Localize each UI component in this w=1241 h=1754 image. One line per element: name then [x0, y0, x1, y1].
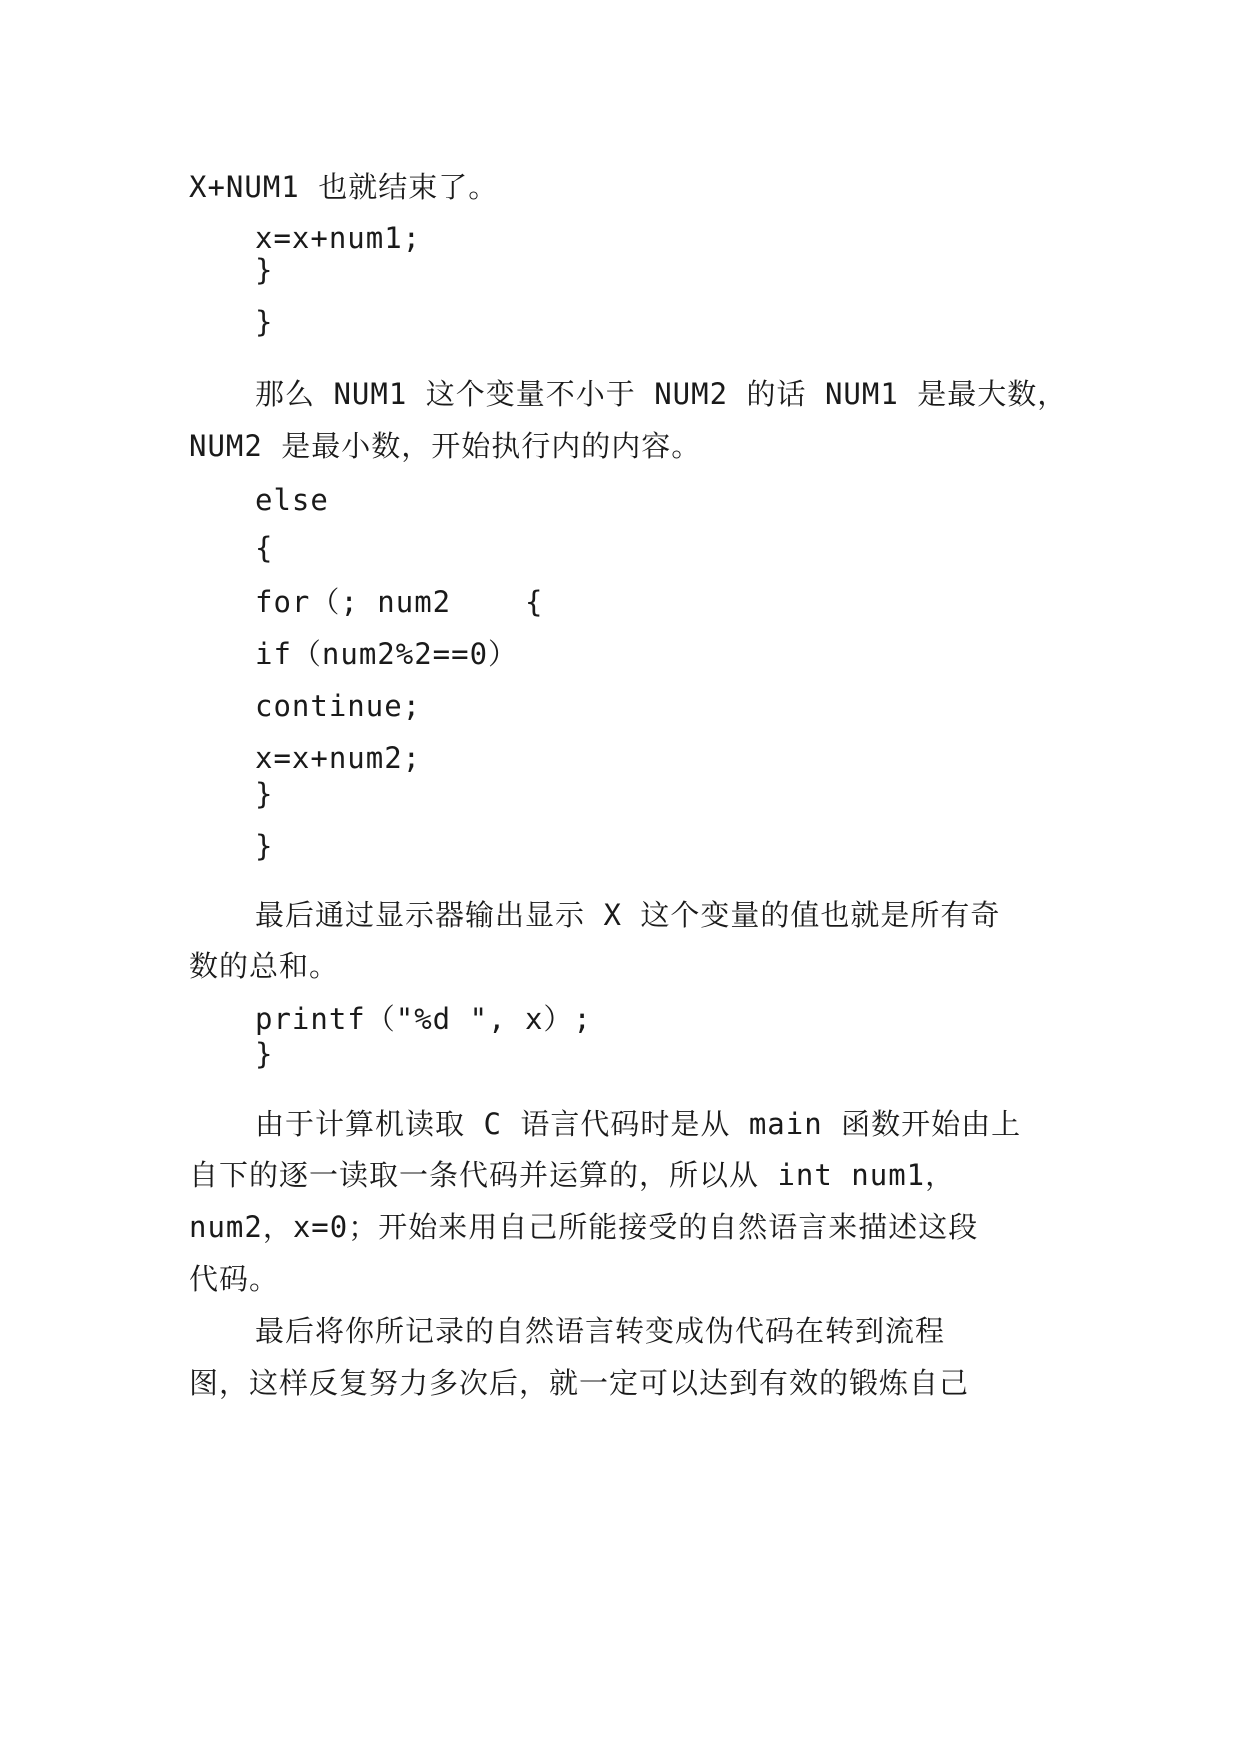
text-line: num2，x=0；开始来用自己所能接受的自然语言来描述这段: [189, 1210, 979, 1244]
code-line: for（; num2 {: [255, 585, 544, 619]
code-line: }: [255, 253, 274, 287]
text-line: 由于计算机读取 C 语言代码时是从 main 函数开始由上: [255, 1107, 1022, 1141]
code-line: }: [255, 1037, 274, 1071]
code-line: }: [255, 777, 274, 811]
code-line: }: [255, 305, 274, 339]
code-line: }: [255, 829, 274, 863]
text-line: 代码。: [189, 1262, 280, 1296]
code-line: x=x+num2;: [255, 741, 422, 775]
text-line: X+NUM1 也就结束了。: [189, 170, 499, 204]
text-line: 那么 NUM1 这个变量不小于 NUM2 的话 NUM1 是最大数，: [255, 377, 1068, 411]
text-line: 自下的逐一读取一条代码并运算的，所以从 int num1，: [189, 1158, 956, 1192]
text-line: 图，这样反复努力多次后，就一定可以达到有效的锻炼自己: [189, 1366, 970, 1400]
text-line: NUM2 是最小数，开始执行内的内容。: [189, 429, 702, 463]
code-line: if（num2%2==0）: [255, 637, 519, 671]
code-line: printf（"%d ", x）;: [255, 1002, 592, 1036]
text-line: 最后通过显示器输出显示 X 这个变量的值也就是所有奇: [255, 898, 1001, 932]
code-line: continue;: [255, 689, 422, 723]
text-line: 最后将你所记录的自然语言转变成伪代码在转到流程: [255, 1314, 946, 1348]
code-line: x=x+num1;: [255, 221, 422, 255]
code-line: {: [255, 531, 274, 565]
code-line: else: [255, 483, 329, 517]
text-line: 数的总和。: [189, 949, 340, 983]
